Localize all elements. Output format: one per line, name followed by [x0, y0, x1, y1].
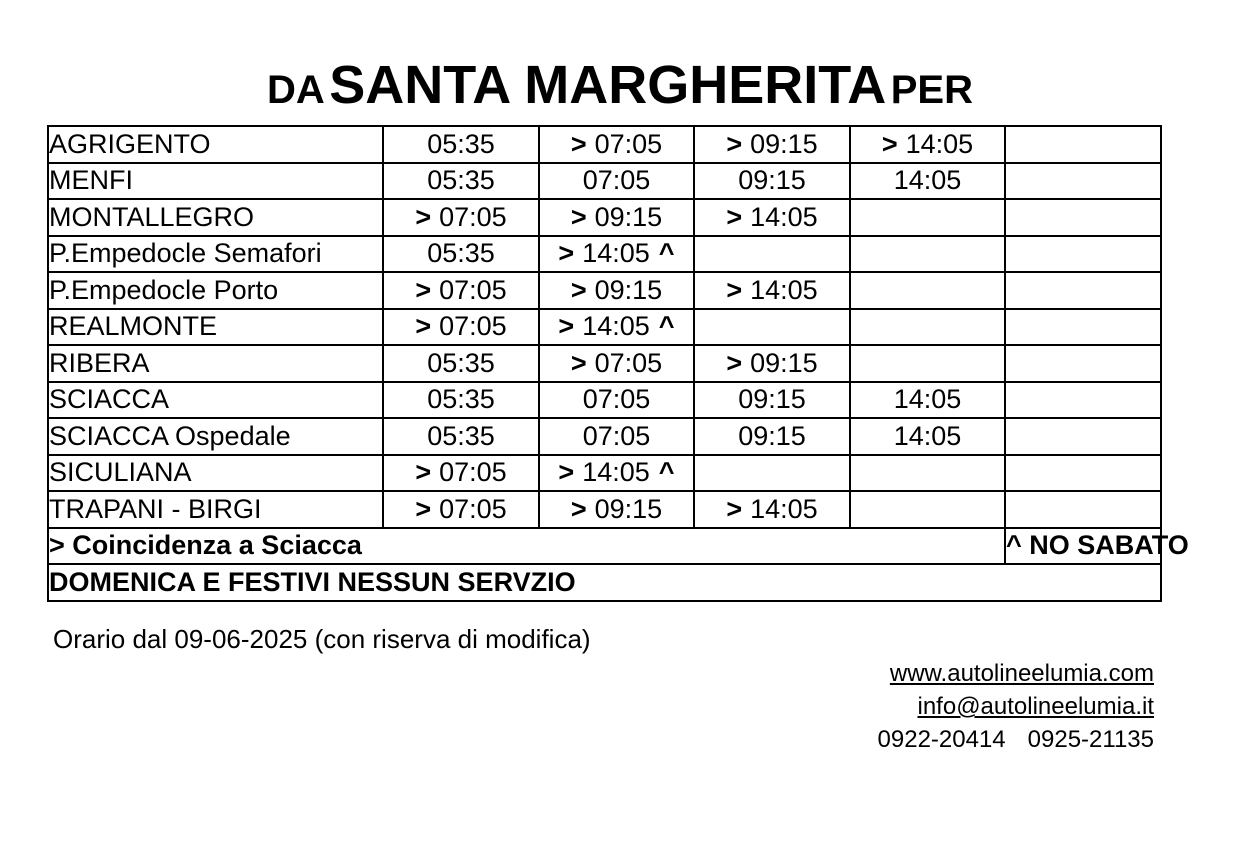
departure-time: 14:05 — [905, 128, 974, 159]
departure-cell — [1005, 382, 1161, 419]
departure-cell — [694, 309, 850, 346]
departure-time: 05:35 — [427, 347, 495, 378]
departure-time: 14:05 — [893, 384, 962, 415]
departure-cell — [850, 491, 1005, 528]
connection-mark: > — [726, 347, 743, 378]
departure-time: 07:05 — [439, 493, 507, 524]
connection-mark: > — [415, 457, 432, 488]
connection-mark: > — [415, 311, 432, 342]
no-saturday-mark: ^ — [658, 311, 675, 342]
departure-time: 05:35 — [427, 384, 495, 415]
connection-mark: > — [570, 493, 587, 524]
table-row — [48, 236, 1161, 273]
departure-cell — [850, 455, 1005, 492]
table-row — [48, 309, 1161, 346]
departure-time: 05:35 — [427, 420, 495, 451]
departure-cell — [383, 199, 539, 236]
title-prefix: DA — [267, 68, 325, 112]
departure-cell — [539, 345, 694, 382]
connection-mark: > — [570, 347, 587, 378]
website-link[interactable]: www.autolineelumia.com — [889, 660, 1154, 687]
departure-cell — [694, 126, 850, 163]
connection-mark: > — [726, 493, 743, 524]
departure-cell — [539, 236, 694, 273]
table-row — [48, 418, 1161, 455]
destination-cell: P.Empedocle Porto — [48, 272, 383, 309]
departure-cell — [694, 455, 850, 492]
departure-time: 14:05 — [893, 420, 962, 451]
departure-time: 14:05 — [582, 238, 650, 269]
title-main: SANTA MARGHERITA — [329, 55, 887, 115]
departure-cell — [1005, 272, 1161, 309]
departure-time: 07:05 — [582, 420, 651, 451]
departure-time: 07:05 — [439, 457, 507, 488]
departure-time: 09:15 — [738, 420, 806, 451]
departure-cell — [539, 126, 694, 163]
departure-cell — [383, 491, 539, 528]
table-row — [48, 163, 1161, 200]
departure-cell — [383, 345, 539, 382]
connection-mark: > — [570, 274, 587, 305]
destination-cell: RIBERA — [48, 345, 383, 382]
connection-mark: > — [570, 201, 587, 232]
departure-cell — [1005, 418, 1161, 455]
departure-cell — [850, 345, 1005, 382]
departure-cell — [694, 491, 850, 528]
departure-cell — [1005, 236, 1161, 273]
departure-time: 07:05 — [594, 128, 663, 159]
connection-mark: > — [415, 493, 432, 524]
departure-cell — [539, 455, 694, 492]
departure-time: 09:15 — [738, 384, 806, 415]
departure-cell — [1005, 491, 1161, 528]
departure-cell — [850, 309, 1005, 346]
departure-cell — [539, 163, 694, 200]
departure-time: 09:15 — [738, 165, 806, 196]
departure-cell — [383, 236, 539, 273]
departure-cell — [383, 126, 539, 163]
departure-cell — [383, 272, 539, 309]
departure-time: 09:15 — [594, 201, 663, 232]
connection-mark: > — [558, 457, 575, 488]
departure-time: 09:15 — [750, 128, 818, 159]
departure-time: 14:05 — [582, 311, 650, 342]
email-link[interactable]: info@autolineelumia.it — [917, 693, 1154, 720]
connection-mark: > — [726, 201, 743, 232]
departure-cell — [850, 126, 1005, 163]
departure-time: 07:05 — [582, 165, 651, 196]
connection-mark: > — [558, 311, 575, 342]
sunday-row — [48, 564, 1161, 601]
phone-1: 0922-20414 — [877, 726, 1006, 753]
table-row — [48, 455, 1161, 492]
departure-time: 05:35 — [427, 165, 495, 196]
destination-cell: P.Empedocle Semafori — [48, 236, 383, 273]
connection-mark: > — [415, 274, 432, 305]
connection-mark: > — [726, 128, 743, 159]
destination-cell: TRAPANI - BIRGI — [48, 491, 383, 528]
departure-time: 14:05 — [750, 201, 818, 232]
departure-cell — [694, 236, 850, 273]
departure-cell — [1005, 345, 1161, 382]
departure-cell — [539, 418, 694, 455]
departure-cell — [850, 163, 1005, 200]
table-row — [48, 382, 1161, 419]
table-row — [48, 345, 1161, 382]
connection-mark: > — [726, 274, 743, 305]
departure-time: 07:05 — [439, 274, 507, 305]
departure-cell — [383, 382, 539, 419]
departure-time: 14:05 — [893, 165, 962, 196]
table-row — [48, 199, 1161, 236]
departure-cell — [850, 236, 1005, 273]
departure-cell — [1005, 199, 1161, 236]
departure-cell — [694, 418, 850, 455]
departure-cell — [850, 272, 1005, 309]
departure-cell — [539, 272, 694, 309]
timetable-body — [48, 126, 1161, 528]
contacts — [878, 657, 1154, 756]
departure-cell — [1005, 309, 1161, 346]
destination-cell: SCIACCA Ospedale — [48, 418, 383, 455]
connection-mark: > — [570, 128, 587, 159]
phone-2: 0925-21135 — [1027, 726, 1154, 753]
departure-time: 07:05 — [439, 311, 507, 342]
timetable — [47, 125, 1189, 602]
departure-cell — [1005, 163, 1161, 200]
table-row — [48, 126, 1161, 163]
departure-time: 09:15 — [750, 347, 818, 378]
departure-cell — [694, 345, 850, 382]
legend-sunday: DOMENICA E FESTIVI NESSUN SERVZIO — [48, 564, 1161, 601]
timetable-legend — [48, 528, 1189, 601]
departure-time: 05:35 — [427, 238, 495, 269]
title-suffix: PER — [890, 68, 973, 112]
departure-cell — [694, 199, 850, 236]
departure-cell — [694, 272, 850, 309]
legend-no-saturday: ^ NO SABATO — [1005, 528, 1161, 565]
departure-time: 14:05 — [582, 457, 650, 488]
departure-cell — [850, 418, 1005, 455]
departure-time: 07:05 — [439, 201, 507, 232]
departure-cell — [539, 382, 694, 419]
connection-mark: > — [881, 128, 898, 159]
departure-time: 14:05 — [750, 274, 818, 305]
departure-cell — [539, 199, 694, 236]
departure-time: 09:15 — [594, 274, 663, 305]
departure-cell — [694, 382, 850, 419]
departure-time: 09:15 — [594, 493, 663, 524]
destination-cell: REALMONTE — [48, 309, 383, 346]
connection-mark: > — [558, 238, 575, 269]
connection-mark: > — [415, 201, 432, 232]
destination-cell: SCIACCA — [48, 382, 383, 419]
departure-cell — [850, 199, 1005, 236]
departure-cell — [1005, 126, 1161, 163]
no-saturday-mark: ^ — [658, 457, 675, 488]
departure-time: 05:35 — [427, 128, 495, 159]
departure-cell — [1005, 455, 1161, 492]
destination-cell: MONTALLEGRO — [48, 199, 383, 236]
departure-time: 07:05 — [594, 347, 663, 378]
departure-time: 07:05 — [582, 384, 651, 415]
departure-cell — [383, 163, 539, 200]
page-title — [0, 55, 1240, 115]
no-saturday-mark: ^ — [658, 238, 675, 269]
destination-cell: MENFI — [48, 163, 383, 200]
destination-cell: SICULIANA — [48, 455, 383, 492]
departure-time: 14:05 — [750, 493, 818, 524]
legend-row — [48, 528, 1161, 565]
departure-cell — [539, 491, 694, 528]
validity-note: Orario dal 09-06-2025 (con riserva di modifica) — [53, 624, 591, 654]
phone-numbers — [878, 723, 1154, 756]
departure-cell — [383, 418, 539, 455]
departure-cell — [539, 309, 694, 346]
table-row — [48, 272, 1161, 309]
departure-cell — [694, 163, 850, 200]
table-row — [48, 491, 1161, 528]
departure-cell — [850, 382, 1005, 419]
destination-cell: AGRIGENTO — [48, 126, 383, 163]
legend-coincidence: > Coincidenza a Sciacca — [48, 528, 1005, 565]
departure-cell — [383, 309, 539, 346]
departure-cell — [383, 455, 539, 492]
